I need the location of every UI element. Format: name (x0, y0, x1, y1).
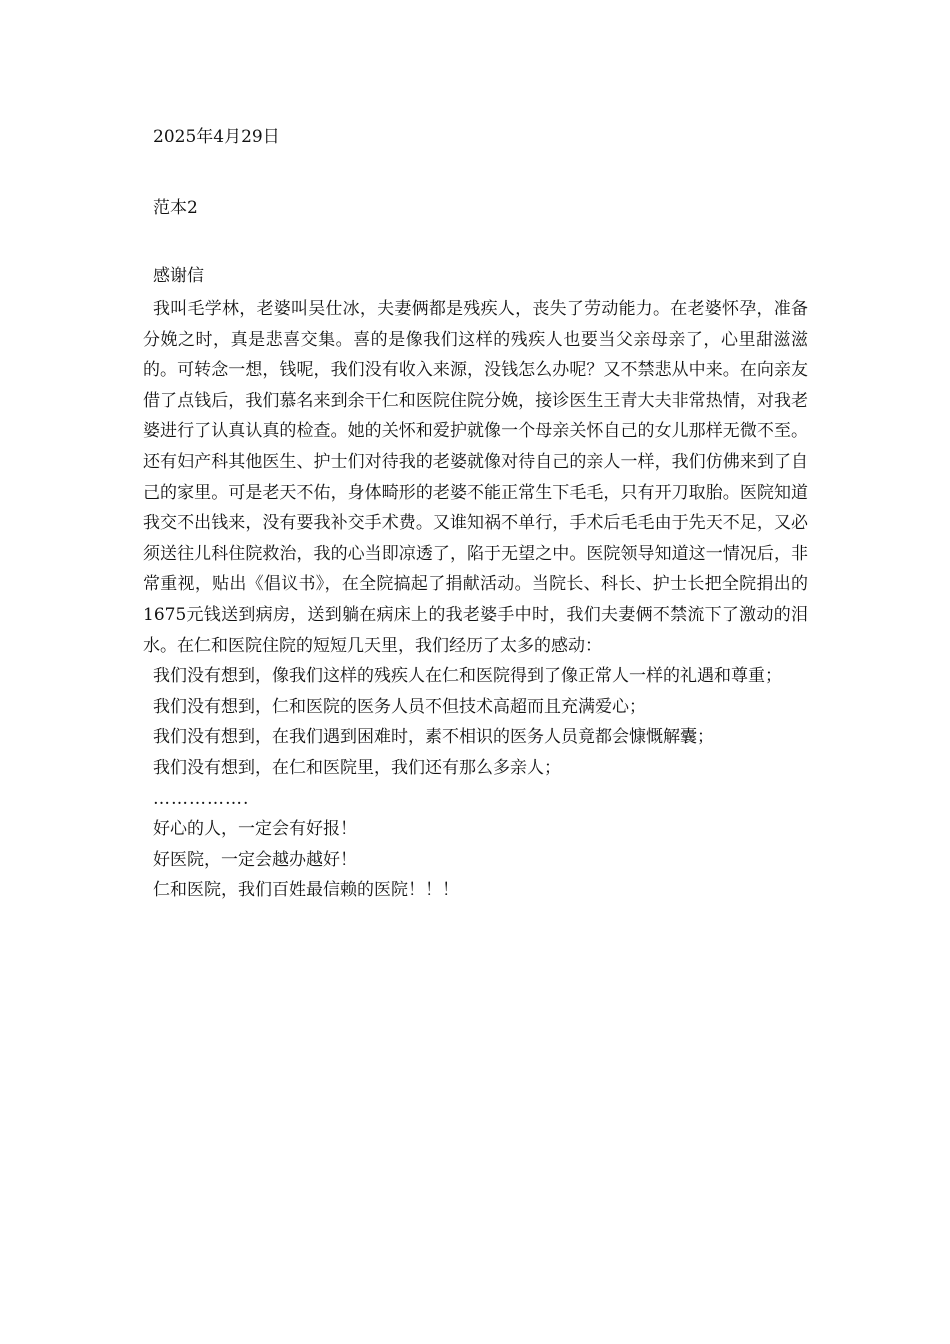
paragraph: 我们没有想到，像我们这样的残疾人在仁和医院得到了像正常人一样的礼遇和尊重； (153, 666, 782, 687)
paragraph: 我们没有想到，在仁和医院里，我们还有那么多亲人； (153, 757, 561, 778)
ellipsis-line: ……………. (153, 788, 250, 809)
letter-body (143, 294, 808, 906)
paragraph: 好医院，一定会越办越好！ (153, 849, 357, 870)
letter-date: 2025年4月29日 (153, 127, 280, 147)
paragraph: 好心的人，一定会有好报！ (153, 819, 357, 840)
paragraph: 我们没有想到，仁和医院的医务人员不但技术高超而且充满爱心； (153, 696, 646, 717)
paragraph: 仁和医院，我们百姓最信赖的医院！！！ (153, 880, 459, 901)
letter-title: 感谢信 (153, 266, 204, 286)
paragraph: 我叫毛学林，老婆叫吴仕冰，夫妻俩都是残疾人，丧失了劳动能力。在老婆怀孕，准备分娩之时，真是悲喜交集。喜的是像我们这样的残疾人也要当父亲母亲了，心里甜滋滋的。可转念一想，钱呢，我们没有收入来源，没钱怎么办呢？又不禁悲从中来。在向亲友借了点钱后，我们慕名来到余干仁和医院住院分娩，接诊医生王青大夫非常热情，对我老婆进行了认真认真的检查。她的关怀和爱护就像一个母亲关怀自己的女儿那样无微不至。还有妇产科其他医生、护士们对待我的老婆就像对待自己的亲人一样，我们仿佛来到了自己的家里。可是老天不佑，身体畸形的老婆不能正常生下毛毛，只有开刀取胎。医院知道我交不出钱来，没有要我补交手术费。又谁知祸不单行，手术后毛毛由于先天不足，又必须送往儿科住院救治，我的心当即凉透了，陷于无望之中。医院领导知道这一情况后，非常重视，贴出《倡议书》，在全院搞起了捐献活动。当院长、科长、护士长把全院捐出的1675元钱送到病房，送到躺在病床上的我老婆手中时，我们夫妻俩不禁流下了激动的泪水。在仁和医院住院的短短几天里，我们经历了太多的感动： (143, 299, 808, 656)
paragraph: 我们没有想到，在我们遇到困难时，素不相识的医务人员竟都会慷慨解囊； (153, 727, 714, 748)
sample-label: 范本2 (153, 198, 198, 218)
